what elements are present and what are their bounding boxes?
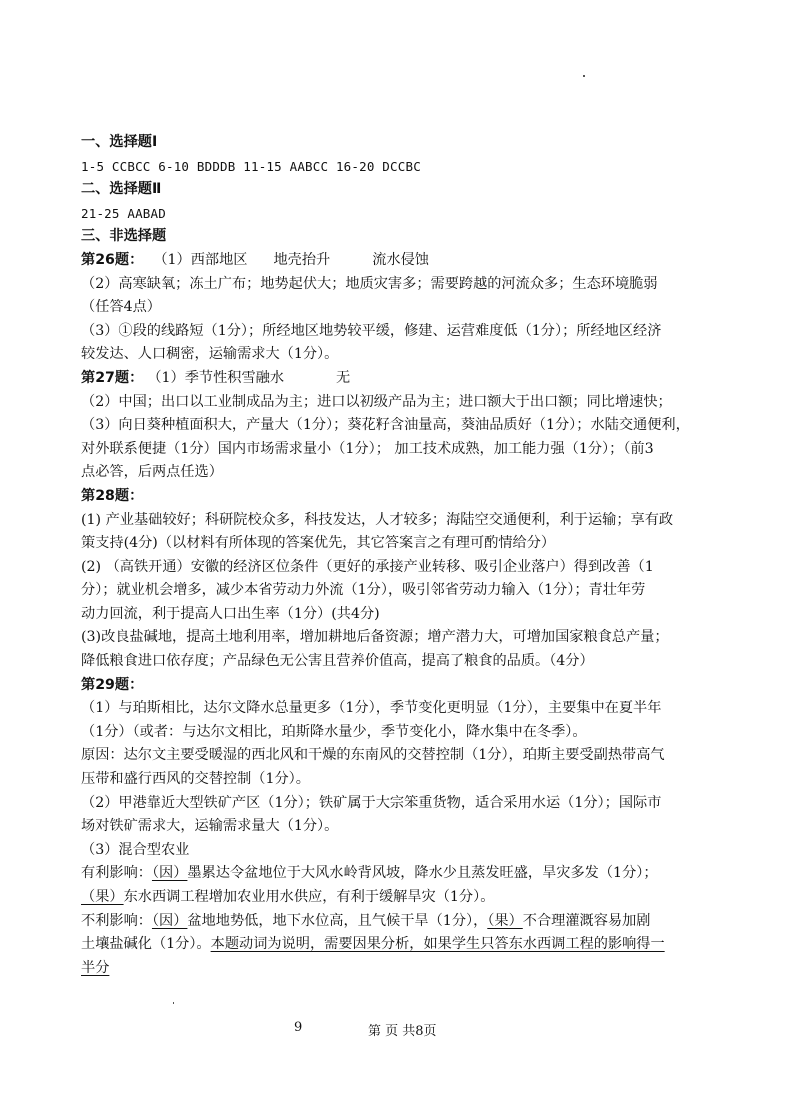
choice-2-answers: 21-25 AABAD (81, 205, 166, 221)
section-heading-choice-2: 二、选择题Ⅱ (81, 181, 162, 198)
scan-speck (173, 1002, 174, 1004)
q26-line-2: （2）高寒缺氧；冻土广布；地势起伏大；地质灾害多；需要跨越的河流众多；生态环境脆弱 (81, 275, 658, 292)
q28-line-6: (3)改良盐碱地，提高土地利用率，增加耕地后备资源；增产潜力大，可增加国家粮食总产量； (81, 629, 669, 646)
q28-title: 第28题： (81, 487, 144, 504)
q27-line-1 (81, 367, 729, 391)
q29-line-1: （1）与珀斯相比，达尔文降水总量更多（1分），季节变化更明显（1分），主要集中在夏半年 (81, 700, 662, 717)
choice-1-answers: 1-5 CCBCC 6-10 BDDDB 11-15 AABCC 16-20 DCCBC (81, 158, 421, 174)
q29-line-4: 压带和盛行西风的交替控制（1分）。 (81, 771, 310, 788)
q29-text: 不合理灌溉容易加剧 (522, 912, 651, 929)
q27-line-2: （2）中国；出口以工业制成品为主；进口以初级产品为主；进口额大于出口额；同比增速快； (81, 393, 672, 410)
scan-speck (583, 75, 585, 77)
q26-text: 流水侵蚀 (372, 251, 429, 268)
q29-title: 第29题： (81, 676, 144, 693)
q29-line-8 (81, 862, 729, 886)
q29-line-11 (81, 933, 729, 957)
q28-line-3: (2) （高铁开通）安徽的经济区位条件（更好的承接产业转移、吸引企业落户）得到改善（1 (81, 558, 654, 575)
q27-text: （1）季节性积雪融水 (147, 369, 285, 386)
q26-title: 第26题： (81, 251, 144, 268)
q28-line-7: 降低粮食进口依存度；产品绿色无公害且营养价值高，提高了粮食的品质。（4分） (81, 653, 594, 670)
q26-line-1 (81, 249, 729, 273)
page-number: 9 (294, 1020, 303, 1035)
q26-text: （1）西部地区 (153, 251, 248, 268)
q29-line-7: （3）混合型农业 (81, 841, 190, 858)
q28-line-5: 动力回流，利于提高人口出生率（1分）(共4分) (81, 605, 380, 622)
grading-note: 本题动词为说明，需要因果分析，如果学生只答东水西调工程的影响得一 (210, 936, 665, 953)
effect-marker: （果） (81, 889, 124, 905)
q29-line-2: （1分）（或者：与达尔文相比，珀斯降水量少，季节变化小，降水集中在冬季）。 (81, 723, 587, 740)
q26-text: 地壳抬升 (273, 251, 331, 268)
q27-line-3: （3）向日葵种植面积大，产量大（1分）；葵花籽含油量高，葵油品质好（1分）；水陆交通便利， (81, 417, 690, 434)
q28-line-1: (1) 产业基础较好；科研院校众多，科技发达，人才较多；海陆空交通便利，利于运输；享有政 (81, 511, 674, 528)
q29-text: 土壤盐碱化（1分）。 (81, 936, 211, 953)
q29-line-9 (81, 886, 729, 910)
grading-note-continued: 半分 (81, 959, 110, 976)
q29-text: 东水西调工程增加农业用水供应，有利于缓解旱灾（1分）。 (123, 889, 495, 905)
cause-marker: （因） (151, 865, 188, 882)
q26-line-3: （任答4点） (81, 299, 161, 316)
q29-line-10 (81, 910, 729, 934)
cause-marker: （因） (151, 912, 188, 929)
q29-text: 墨累达令盆地位于大风水岭背风坡，降水少且蒸发旺盛，旱灾多发（1分）； (187, 865, 658, 882)
q29-line-5: （2）甲港靠近大型铁矿产区（1分）；铁矿属于大宗笨重货物，适合采用水运（1分）；国际市 (81, 794, 662, 811)
q29-line-6: 场对铁矿需求大，运输需求量大（1分）。 (81, 818, 339, 835)
q26-line-4: （3）①段的线路短（1分）；所经地区地势较平缓，修建、运营难度低（1分）；所经地区经济 (81, 322, 662, 339)
section-heading-choice-1: 一、选择题Ⅰ (81, 134, 158, 150)
q29-line-3: 原因：达尔文主要受暖湿的西北风和干燥的东南风的交替控制（1分），珀斯主要受副热带高气 (81, 747, 665, 764)
page-count-label: 第 页 共8页 (368, 1024, 437, 1039)
answer-key-content (81, 131, 729, 980)
q28-line-2: 策支持(4分)（以材料有所体现的答案优先，其它答案言之有理可酌情给分） (81, 535, 556, 552)
q26-line-5: 较发达、人口稠密，运输需求大（1分）。 (81, 346, 339, 363)
effect-marker: （果） (487, 912, 523, 929)
section-heading-non-choice: 三、非选择题 (81, 228, 167, 245)
q27-line-4: 对外联系便捷（1分）国内市场需求量小（1分）； 加工技术成熟，加工能力强（1分）；（前3 (81, 440, 654, 457)
q27-title: 第27题： (81, 369, 144, 386)
q29-text: 盆地地势低，地下水位高，且气候干旱（1分）， (187, 912, 488, 929)
unfavorable-impact-label: 不利影响： (81, 912, 152, 929)
q27-line-5: 点必答，后两点任选） (81, 464, 223, 481)
q28-line-4: 分）；就业机会增多，减少本省劳动力外流（1分），吸引邻省劳动力输入（1分）；青壮年劳 (81, 582, 646, 599)
page-footer (0, 1020, 800, 1042)
favorable-impact-label: 有利影响： (81, 865, 152, 882)
q27-text: 无 (336, 369, 351, 386)
